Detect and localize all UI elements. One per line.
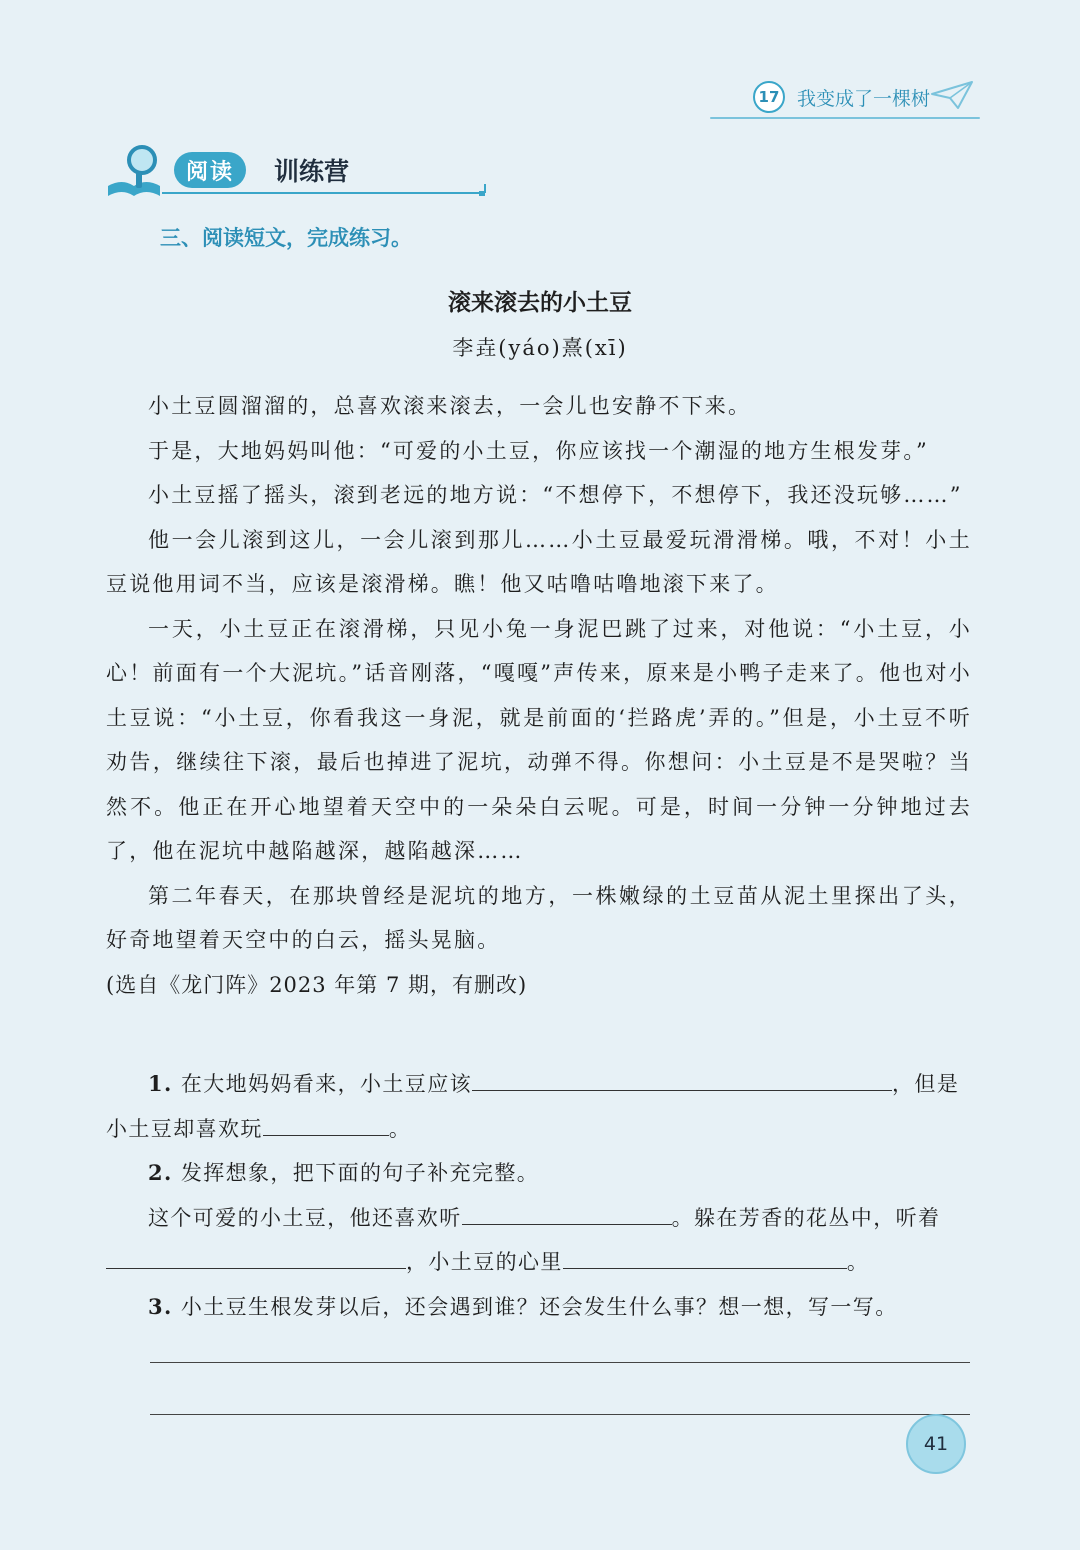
answer-blank[interactable]: [462, 1198, 672, 1225]
badge-highlight: 阅读: [174, 152, 246, 188]
question-number: 2.: [148, 1160, 173, 1185]
question-1: [106, 1062, 972, 1151]
paragraph: 小土豆摇了摇头，滚到老远的地方说：“不想停下，不想停下，我还没玩够……”: [148, 483, 963, 507]
question-number: 3.: [148, 1293, 173, 1319]
lesson-title: 我变成了一棵树: [796, 87, 930, 110]
answer-blank[interactable]: [472, 1064, 892, 1091]
questions: [106, 1062, 972, 1329]
paragraph: 他一会儿滚到这儿，一会儿滚到那儿……小土豆最爱玩滑滑梯。哦，不对！小土豆说他用词不当，应该是滚滑梯。瞧！他又咕噜咕噜地滚下来了。: [106, 527, 972, 596]
music-note-icon: [478, 184, 488, 196]
question-text: ，小土豆的心里: [406, 1250, 563, 1274]
answer-blank[interactable]: [563, 1242, 847, 1269]
question-text: 小土豆生根发芽以后，还会遇到谁？还会发生什么事？想一想，写一写。: [180, 1294, 898, 1319]
badge-label: 训练营: [274, 157, 350, 186]
paragraph: 第二年春天，在那块曾经是泥坑的地方，一株嫩绿的土豆苗从泥土里探出了头，好奇地望着天空中的白云，摇头晃脑。: [106, 883, 972, 952]
answer-blank[interactable]: [263, 1109, 389, 1136]
section-heading: 三、阅读短文，完成练习。: [160, 226, 412, 250]
question-2-sentence: [106, 1196, 972, 1285]
question-text: 在大地妈妈看来，小土豆应该: [180, 1072, 473, 1096]
question-text: 这个可爱的小土豆，他还喜欢听: [148, 1205, 462, 1230]
header-divider: [710, 117, 980, 119]
paragraph: 小土豆圆溜溜的，总喜欢滚来滚去，一会儿也安静不下来。: [148, 394, 752, 418]
question-text: 。躲在芳香的花丛中，听着: [671, 1205, 941, 1230]
question-text: 发挥想象，把下面的句子补充完整。: [180, 1161, 540, 1185]
magnifier-book-icon: [106, 142, 162, 200]
article-author: 李垚(yáo)熹(xī): [452, 336, 628, 360]
article-source: (选自《龙门阵》2023 年第 7 期，有删改): [106, 972, 528, 997]
article-title: 滚来滚去的小土豆: [448, 290, 632, 316]
question-3: [106, 1285, 972, 1330]
writing-line[interactable]: [150, 1362, 970, 1363]
lesson-tag: [753, 80, 930, 114]
paper-plane-icon: [930, 80, 974, 110]
lesson-number: 17: [753, 81, 785, 113]
paragraph: 于是，大地妈妈叫他：“可爱的小土豆，你应该找一个潮湿的地方生根发芽。”: [148, 438, 929, 463]
page-number: 41: [906, 1414, 966, 1474]
section-badge: [106, 142, 406, 200]
badge-underline: [162, 192, 482, 194]
question-text: ，但是小土豆却喜欢玩: [106, 1072, 960, 1141]
article-body: [106, 384, 972, 1007]
writing-line[interactable]: [150, 1414, 970, 1415]
paragraph: 一天，小土豆正在滚滑梯，只见小兔一身泥巴跳了过来，对他说：“小土豆，小心！前面有一个大泥坑。”话音刚落，“嘎嘎”声传来，原来是小鸭子走来了。他也对小土豆说：“小土豆，你看我这一身泥，就是前面的‘拦路虎’弄的。”但是，小土豆不听劝告，继续往下滚，最后也掉进了泥坑，动弹不得。你想问：小土豆是不是哭啦？当然不。他正在开心地望着天空中的一朵朵白云呢。可是，时间一分钟一分钟地过去了，他在泥坑中越陷越深，越陷越深……: [106, 616, 972, 863]
question-number: 1.: [148, 1071, 173, 1096]
answer-blank[interactable]: [106, 1242, 406, 1269]
question-text: 。: [846, 1250, 870, 1274]
question-2: [106, 1151, 972, 1196]
question-text: 。: [388, 1116, 412, 1141]
